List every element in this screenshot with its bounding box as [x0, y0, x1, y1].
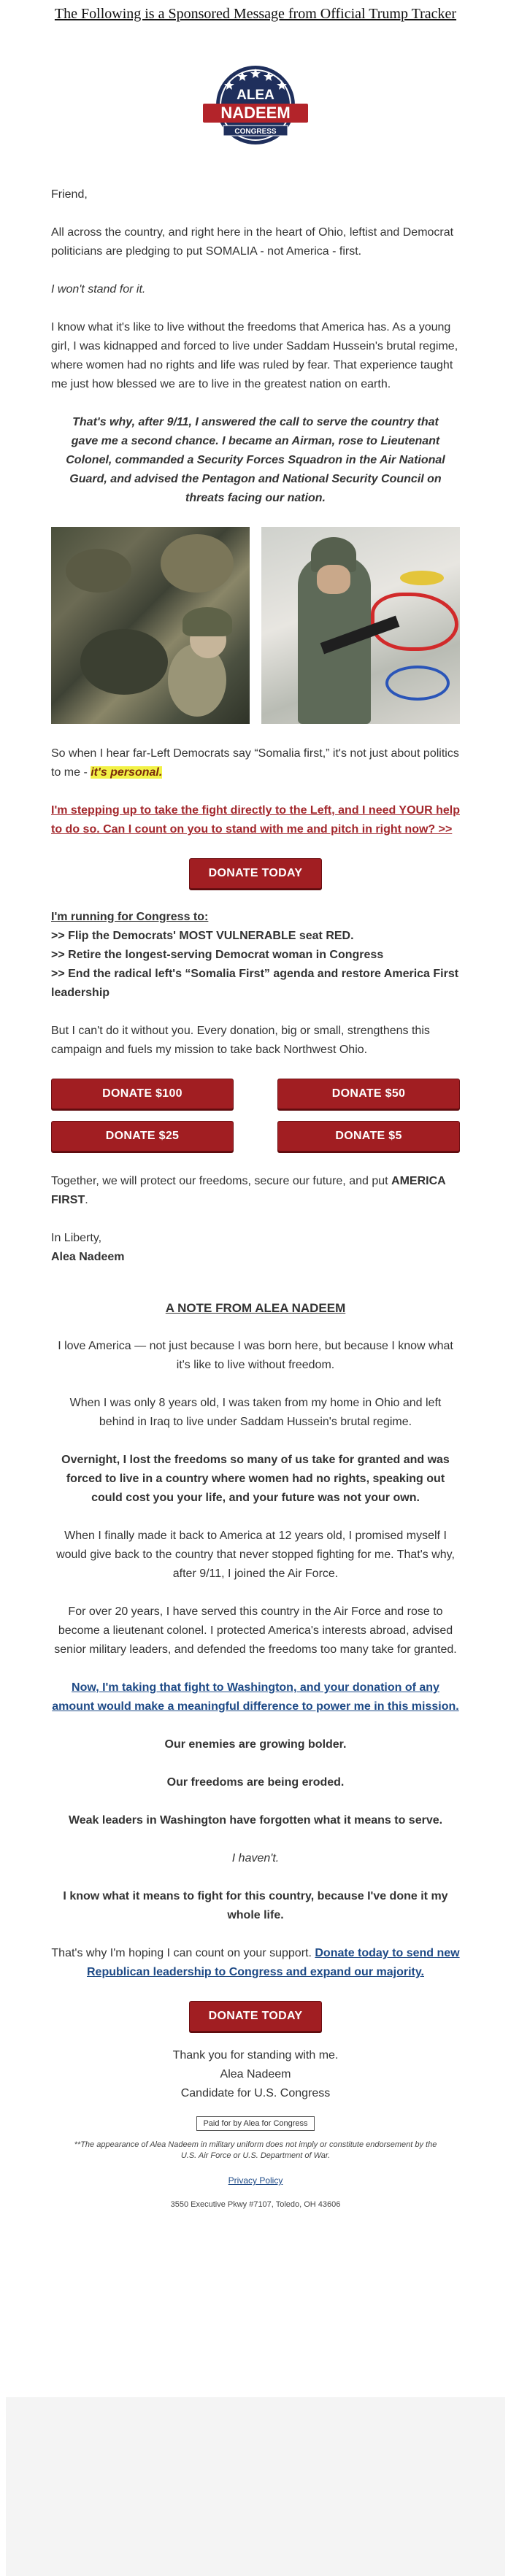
photo-soldier-graffiti [261, 527, 460, 724]
letter-body [0, 185, 511, 1267]
list-item: >> Retire the longest-serving Democrat woman in Congress [51, 949, 384, 961]
campaign-logo [0, 61, 511, 156]
greeting: Friend, [51, 188, 88, 201]
logo-emblem [197, 61, 314, 155]
personal-highlight: it's personal. [91, 766, 163, 779]
sponsored-banner: The Following is a Sponsored Message from Official Trump Tracker [54, 6, 457, 22]
closing-thanks: Thank you for standing with me. [172, 2049, 339, 2062]
logo-line2: NADEEM [220, 104, 291, 122]
donate-5-button[interactable]: DONATE $5 [277, 1121, 460, 1152]
mailing-address: 3550 Executive Pkwy #7107, Toledo, OH 43606 [170, 2200, 341, 2209]
paid-for-box: Paid for by Alea for Congress [196, 2116, 314, 2131]
photo-row [51, 527, 460, 724]
logo-line3: CONGRESS [234, 128, 277, 136]
closing-title: Candidate for U.S. Congress [180, 2087, 331, 2099]
note-link-paragraph [51, 1678, 460, 1716]
donate-today-button-2[interactable]: DONATE TODAY [189, 2001, 322, 2032]
signature: Alea Nadeem [51, 1251, 125, 1263]
paid-for-wrap [51, 2116, 460, 2131]
donate-25-button[interactable]: DONATE $25 [51, 1121, 234, 1152]
note-paragraph-bold: Overnight, I lost the freedoms so many of us take for granted and was forced to live in a country where women had no rights, speaking out could cost you your life, and your future was not your own. [61, 1454, 450, 1504]
note-paragraph-bold: I know what it means to fight for this country, because I've done it my whole life. [63, 1890, 448, 1921]
privacy-wrap [51, 2175, 460, 2186]
note-paragraph-italic: I haven't. [231, 1852, 280, 1864]
donate-100-button[interactable]: DONATE $100 [51, 1079, 234, 1109]
cta-link-paragraph [51, 801, 460, 839]
paragraph-together [51, 1172, 460, 1210]
military-disclaimer: **The appearance of Alea Nadeem in military uniform does not imply or constitute endorsement by the U.S. Air Force or U.S. Department of War. [74, 2140, 437, 2160]
support-text: That's why I'm hoping I can count on your support. [51, 1947, 315, 1959]
closing-block [51, 2046, 460, 2103]
list-item: >> Flip the Democrats' MOST VULNERABLE seat RED. [51, 930, 354, 942]
donate-amount-grid [51, 1079, 460, 1152]
running-list [51, 908, 460, 1003]
list-item: >> End the radical left's “Somalia First” agenda and restore America First leadership [51, 968, 459, 999]
note-paragraph-bold: Weak leaders in Washington have forgotten what it means to serve. [68, 1814, 443, 1827]
together-text: Together, we will protect our freedoms, secure our future, and put [51, 1175, 392, 1187]
note-section [0, 1299, 511, 2210]
paragraph-personal [51, 744, 460, 782]
paragraph-cant-without-you: But I can't do it without you. Every donation, big or small, strengthens this campaign and fuels my mission to take back Northwest Ohio. [51, 1025, 430, 1056]
donate-today-wrap-2 [51, 2001, 460, 2032]
stand-with-me-link[interactable]: I'm stepping up to take the fight directly to the Left, and I need YOUR help to do so. Can I count on you to stand with me and pitch in right now? >> [51, 804, 460, 836]
donate-50-button[interactable]: DONATE $50 [277, 1079, 460, 1109]
note-support-paragraph [51, 1944, 460, 1982]
paragraph-service: That's why, after 9/11, I answered the call to serve the country that gave me a second chance. I became an Airman, rose to Lieutenant Colonel, commanded a Security Forces Squadron in the Air National Guard, and advised the Pentagon and National Security Council on threats facing our nation. [66, 416, 445, 504]
logo-line1: ALEA [237, 88, 274, 103]
list-heading: I'm running for Congress to: [51, 911, 209, 923]
note-paragraph-bold: Our enemies are growing bolder. [164, 1738, 347, 1751]
note-paragraph: I love America — not just because I was born here, but because I know what it's like to live without freedom. [58, 1340, 453, 1371]
donate-majority-link[interactable]: Donate today to send new Republican leadership to Congress and expand our majority. [86, 1947, 460, 1978]
note-paragraph: For over 20 years, I have served this country in the Air Force and rose to become a lieutenant colonel. I protected America's interests abroad, advised senior military leaders, and defended the freedoms too many take for granted. [54, 1605, 457, 1656]
note-title: A NOTE FROM ALEA NADEEM [165, 1301, 346, 1315]
together-end: . [85, 1194, 88, 1206]
signoff: In Liberty, [51, 1232, 102, 1244]
privacy-policy-link[interactable]: Privacy Policy [228, 2175, 283, 2186]
donate-today-wrap [51, 858, 460, 889]
personal-text: So when I hear far-Left Democrats say “Somalia first,” it's not just about politics to me - [51, 747, 459, 779]
paragraph-background: I know what it's like to live without the freedoms that America has. As a young girl, I was kidnapped and forced to live under Saddam Hussein's brutal regime, where women had no rights and life was ruled by fear. That experience taught me just how blessed we are to live in the greatest nation on earth. [51, 321, 458, 390]
note-paragraph-bold: Our freedoms are being eroded. [166, 1776, 345, 1789]
closing-name: Alea Nadeem [220, 2068, 291, 2081]
note-paragraph: When I was only 8 years old, I was taken from my home in Ohio and left behind in Iraq to live under Saddam Hussein's brutal regime. [69, 1397, 442, 1428]
note-paragraph: When I finally made it back to America at 12 years old, I promised myself I would give back to the country that never stopped fighting for me. That's why, after 9/11, I joined the Air Force. [56, 1530, 455, 1580]
paragraph-wont-stand: I won't stand for it. [51, 283, 146, 296]
footer-gray-area [6, 2397, 505, 2576]
photo-soldier-group [51, 527, 250, 724]
donate-today-button[interactable]: DONATE TODAY [189, 858, 322, 889]
fight-to-washington-link[interactable]: Now, I'm taking that fight to Washington, and your donation of any amount would make a meaningful difference to power me in this mission. [52, 1681, 459, 1713]
paragraph-somalia: All across the country, and right here in the heart of Ohio, leftist and Democrat politicians are pledging to put SOMALIA - not America - first. [51, 226, 454, 258]
america-first-bold: AMERICA FIRST [51, 1175, 446, 1206]
signoff-block [51, 1229, 460, 1267]
